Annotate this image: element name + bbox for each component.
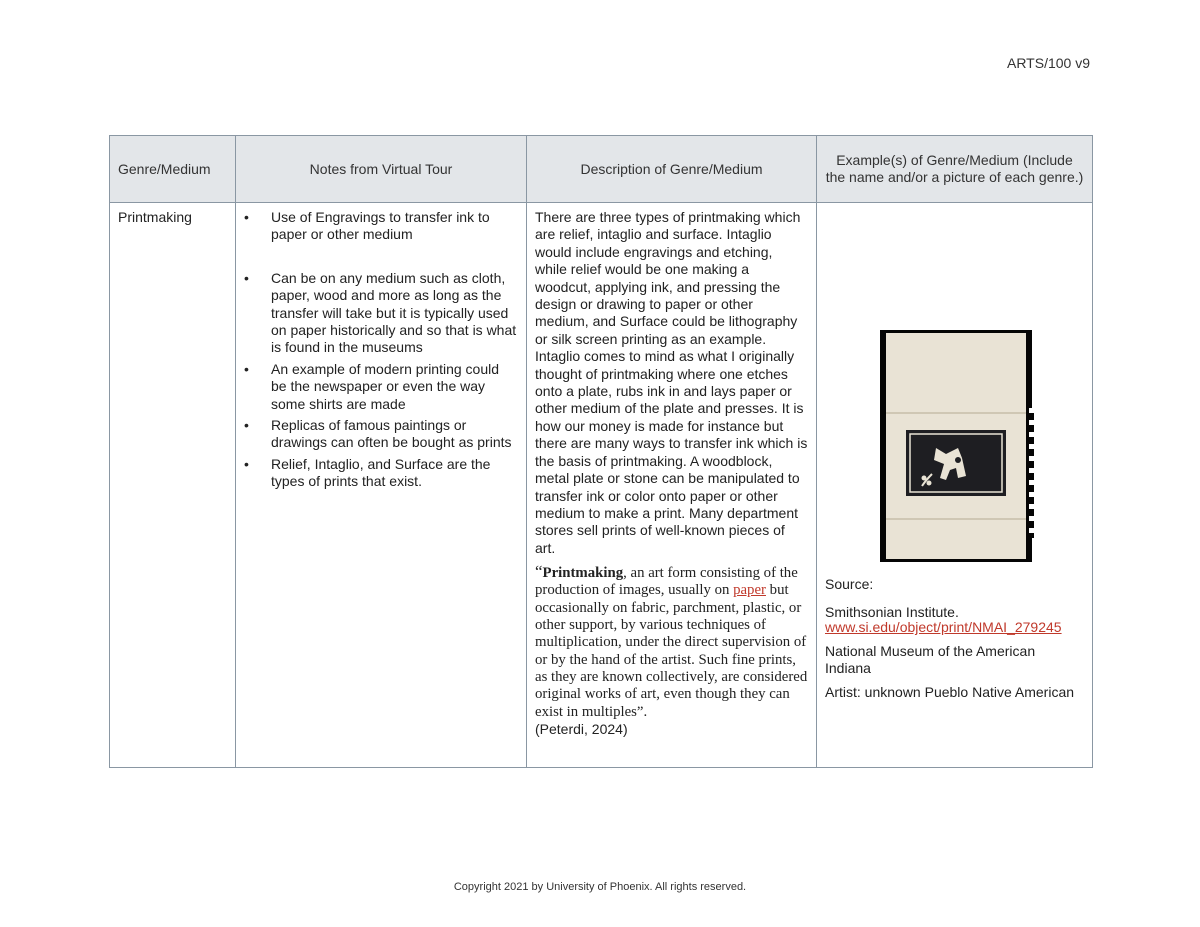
print-woodblock-image <box>906 430 1006 496</box>
smithsonian-link[interactable]: www.si.edu/object/print/NMAI_279245 <box>825 619 1062 635</box>
notes-list <box>244 209 518 491</box>
header-genre: Genre/Medium <box>110 136 236 203</box>
description-paragraph: There are three types of printmaking which are relief, intaglio and surface. Intaglio would include engravings and etching, while relief would be one making a woodcut, applying ink, and pressing the design or drawing to paper or other medium, and Surface could be lithography or silk screen printing as an example. Intaglio comes to mind as what I originally thought of printmaking where one etches onto a plate, rubs ink in and lays paper or other medium of the plate and presses. It is how our money is made for instance but there are many ways to transfer ink which is the basis of printmaking. A woodblock, metal plate or stone can be manipulated to transfer ink or color onto paper or other medium to make a print. Many department stores sell prints of well-known pieces of art. <box>535 209 808 556</box>
citation: (Peterdi, 2024) <box>535 720 628 737</box>
bird-figure-icon <box>906 430 1006 496</box>
source-institution <box>825 605 1084 635</box>
notes-cell <box>236 203 527 768</box>
quote-term: Printmaking <box>542 565 624 582</box>
list-item: • Can be on any medium such as cloth, paper, wood and more as long as the transfer will take but it is typically used on paper historically and so that is what is found in the museums <box>271 270 518 357</box>
source-block <box>825 576 1084 701</box>
source-museum: National Museum of the American Indiana <box>825 643 1036 676</box>
genre-table <box>109 135 1093 768</box>
list-item: • An example of modern printing could be the newspaper or even the way some shirts are made <box>271 361 518 413</box>
definition-quote <box>535 563 808 721</box>
source-artist: Artist: unknown Pueblo Native American <box>825 684 1075 700</box>
example-cell <box>817 203 1093 768</box>
genre-cell: Printmaking <box>110 203 236 768</box>
table-header-row <box>110 136 1093 203</box>
printmaking-example-image <box>880 330 1032 562</box>
table-row <box>110 203 1093 768</box>
quote-text-part2: but occasionally on fabric, parchment, plastic, or other support, by various techniques of multiplication, under the direct supervision of or by the hand of the artist. Such fine prints, as they are known collectively, are considered original works of art, even though they can exist in multiples”. <box>535 582 808 720</box>
list-item: • Use of Engravings to transfer ink to paper or other medium <box>271 209 518 244</box>
header-description: Description of Genre/Medium <box>527 136 817 203</box>
course-code: ARTS/100 v9 <box>1006 55 1090 71</box>
quote-text-part1: , an art form consisting of the production of images, usually on <box>535 565 798 599</box>
list-item: • Relief, Intaglio, and Surface are the types of prints that exist. <box>271 456 518 491</box>
print-fold-line <box>886 412 1026 414</box>
institution-name: Smithsonian Institute. <box>825 604 959 620</box>
copyright-footer: Copyright 2021 by University of Phoenix. All rights reserved. <box>453 881 747 893</box>
quote-open-mark: “ <box>535 562 543 582</box>
description-cell <box>527 203 817 768</box>
source-label: Source: <box>825 576 874 592</box>
list-item: • Replicas of famous paintings or drawings can often be bought as prints <box>271 417 518 452</box>
header-example: Example(s) of Genre/Medium (Include the name and/or a picture of each genre.) <box>817 136 1093 203</box>
paper-link[interactable]: paper <box>733 582 766 599</box>
film-edge <box>1029 408 1034 538</box>
print-fold-line <box>886 518 1026 520</box>
header-notes: Notes from Virtual Tour <box>236 136 527 203</box>
